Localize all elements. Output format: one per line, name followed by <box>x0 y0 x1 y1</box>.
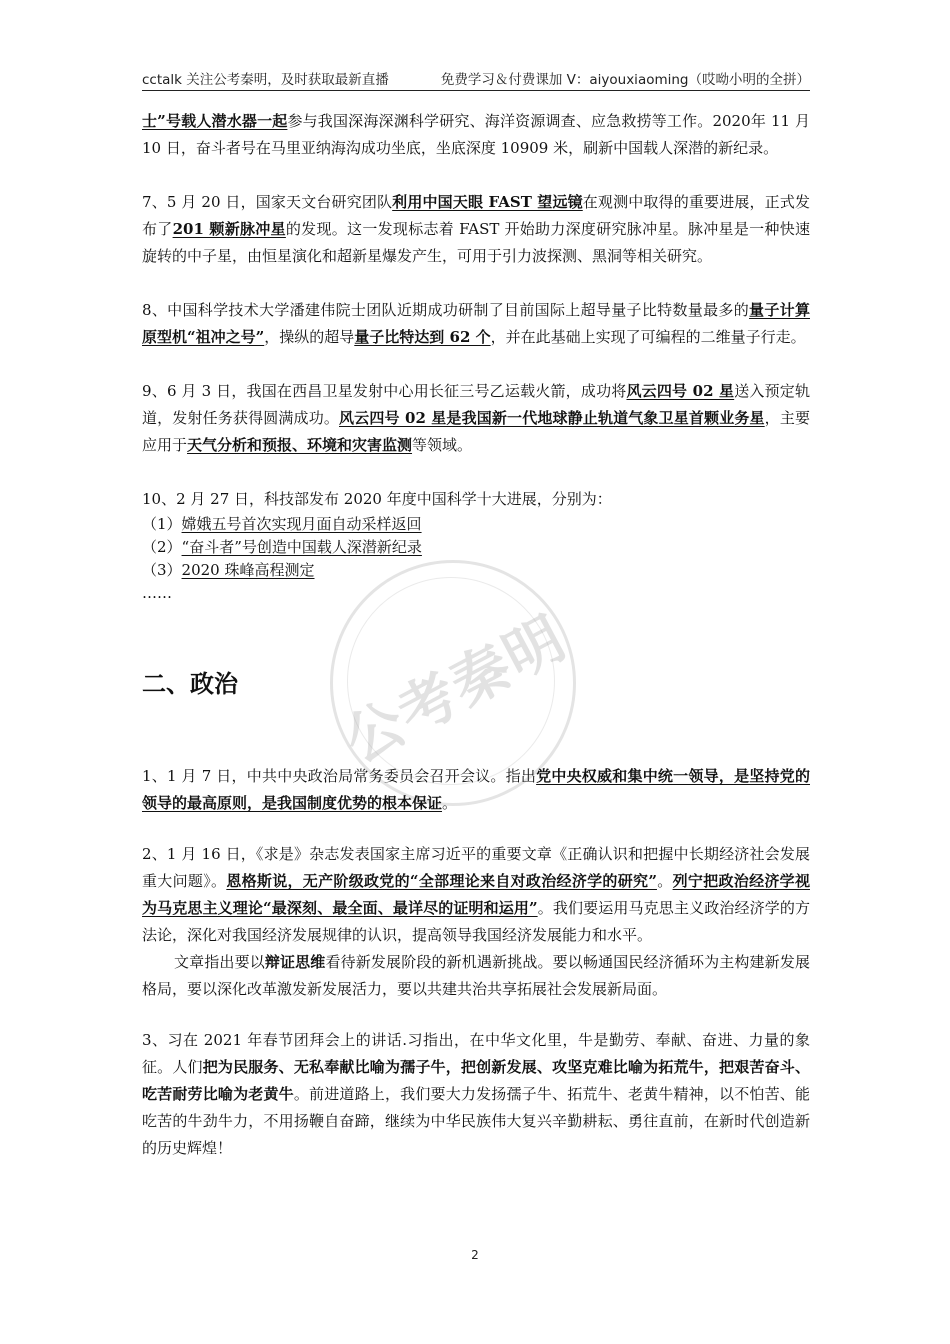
body-text: ，并在此基础上实现了可编程的二维量子行走。 <box>490 328 806 346</box>
paragraph-item-7 <box>142 189 810 270</box>
paragraph-continued <box>142 108 810 162</box>
emphasis-text: 201 颗新脉冲星 <box>172 220 286 238</box>
emphasis-text: 列宁把政治经济学视为马克思主义理论“最深刻、最全面、最详尽的证明和运用” <box>142 872 810 917</box>
list-item-text: 嫦娥五号首次实现月面自动采样返回 <box>181 515 422 533</box>
emphasis-text: 恩格斯说，无产阶级政党的“全部理论来自对政治经济学的研究” <box>226 872 657 890</box>
list-item <box>142 513 810 536</box>
list-item-text: 2020 珠峰高程测定 <box>181 561 315 579</box>
emphasis-text: 量子比特达到 62 个 <box>354 328 491 346</box>
emphasis-text: 党中央权威和集中统一领导，是坚持党的领导的最高原则，是我国制度优势的根本保证 <box>142 767 810 812</box>
document-body <box>142 108 810 1162</box>
paragraph-politics-2 <box>142 841 810 949</box>
emphasis-text: 天气分析和预报、环境和灾害监测 <box>187 436 413 454</box>
emphasis-text: 士”号载人潜水器一起 <box>142 112 288 130</box>
header-right-text: 免费学习＆付费课加 V：aiyouxiaoming（哎呦小明的全拼） <box>440 72 810 88</box>
list-item-text: “奋斗者”号创造中国载人深潜新纪录 <box>181 538 422 556</box>
list-number: （1） <box>142 515 182 533</box>
body-text: 1、1 月 7 日，中共中央政治局常务委员会召开会议。指出 <box>142 767 537 785</box>
body-text: 看待新发展阶段的新机遇新挑战。要以畅通国民经济循环为主构建新发展格局，要以深化改革激发新发展活力，要以共建共治共享拓展社会发展新局面。 <box>142 953 810 998</box>
emphasis-text: 利用中国天眼 FAST 望远镜 <box>392 193 583 211</box>
list-ellipsis: …… <box>142 584 172 602</box>
section-heading: 二、政治 <box>142 670 238 698</box>
emphasis-text: 量子计算原型机“祖冲之号” <box>142 301 810 346</box>
body-text: 。 <box>442 794 458 812</box>
paragraph-politics-1 <box>142 763 810 817</box>
body-text: 。 <box>656 872 673 890</box>
paragraph-item-10-intro: 10、2 月 27 日，科技部发布 2020 年度中国科学十大进展，分别为： <box>142 490 612 508</box>
list-number: （2） <box>142 538 182 556</box>
list-item <box>142 536 810 559</box>
body-text: 的发现。这一发现标志着 FAST 开始助力深度研究脉冲星。脉冲星是一种快速旋转的中子星，由恒星演化和超新星爆发产生，可用于引力波探测、黑洞等相关研究。 <box>142 220 810 265</box>
body-text: ，操纵的超导 <box>264 328 355 346</box>
list-item <box>142 559 810 582</box>
body-text: 3、习在 2021 年春节团拜会上的讲话.习指出，在中华文化里，牛是勤劳、奉献、奋进、力量的象征。人们 <box>142 1031 810 1076</box>
list-number: （3） <box>142 561 182 579</box>
page-header <box>142 68 810 91</box>
body-text: 参与我国深海深渊科学研究、海洋资源调查、应急救捞等工作。2020年 11 月 10 日，奋斗者号在马里亚纳海沟成功坐底，坐底深度 10909 米，刷新中国载人深潜的新纪录。 <box>142 112 810 157</box>
page-number: 2 <box>471 1248 479 1262</box>
body-text: 文章指出要以 <box>174 953 265 971</box>
header-left-text: cctalk 关注公考秦明，及时获取最新直播 <box>142 72 389 88</box>
body-text: 7、5 月 20 日，国家天文台研究团队 <box>142 193 393 211</box>
paragraph-politics-3 <box>142 1027 810 1162</box>
body-text: 。前进道路上，我们要大力发扬孺子牛、拓荒牛、老黄牛精神，以不怕苦、能吃苦的牛劲牛力，不用扬鞭自奋蹄，继续为中华民族伟大复兴辛勤耕耘、勇往直前，在新时代创造新的历史辉煌！ <box>142 1085 810 1157</box>
body-text: 9、6 月 3 日，我国在西昌卫星发射中心用长征三号乙运载火箭，成功将 <box>142 382 627 400</box>
body-text: 等领域。 <box>412 436 473 454</box>
body-text: 2、1 月 16 日，《求是》杂志发表国家主席习近平的重要文章《正确认识和把握中长期经济社会发展重大问题》。 <box>142 845 810 890</box>
body-text: 送入预定轨道，发射任务获得圆满成功。 <box>142 382 810 427</box>
emphasis-text: 风云四号 02 星是我国新一代地球静止轨道气象卫星首颗业务星 <box>339 409 765 427</box>
body-text: ，主要应用于 <box>142 409 810 454</box>
watermark-text: 公考秦明 <box>333 603 578 776</box>
paragraph-item-9 <box>142 378 810 459</box>
body-text: 。我们要运用马克思主义政治经济学的方法论，深化对我国经济发展规律的认识，提高领导我国经济发展能力和水平。 <box>142 899 810 944</box>
emphasis-text: 把为民服务、无私奉献比喻为孺子牛，把创新发展、攻坚克难比喻为拓荒牛，把艰苦奋斗、吃苦耐劳比喻为老黄牛 <box>142 1058 810 1103</box>
body-text: 8、中国科学技术大学潘建伟院士团队近期成功研制了目前国际上超导量子比特数量最多的 <box>142 301 750 319</box>
body-text: 在观测中取得的重要进展，正式发布了 <box>142 193 810 238</box>
emphasis-text: 辩证思维 <box>264 953 326 971</box>
paragraph-politics-2-continued <box>142 949 810 1003</box>
paragraph-item-8 <box>142 297 810 351</box>
emphasis-text: 风云四号 02 星 <box>626 382 735 400</box>
